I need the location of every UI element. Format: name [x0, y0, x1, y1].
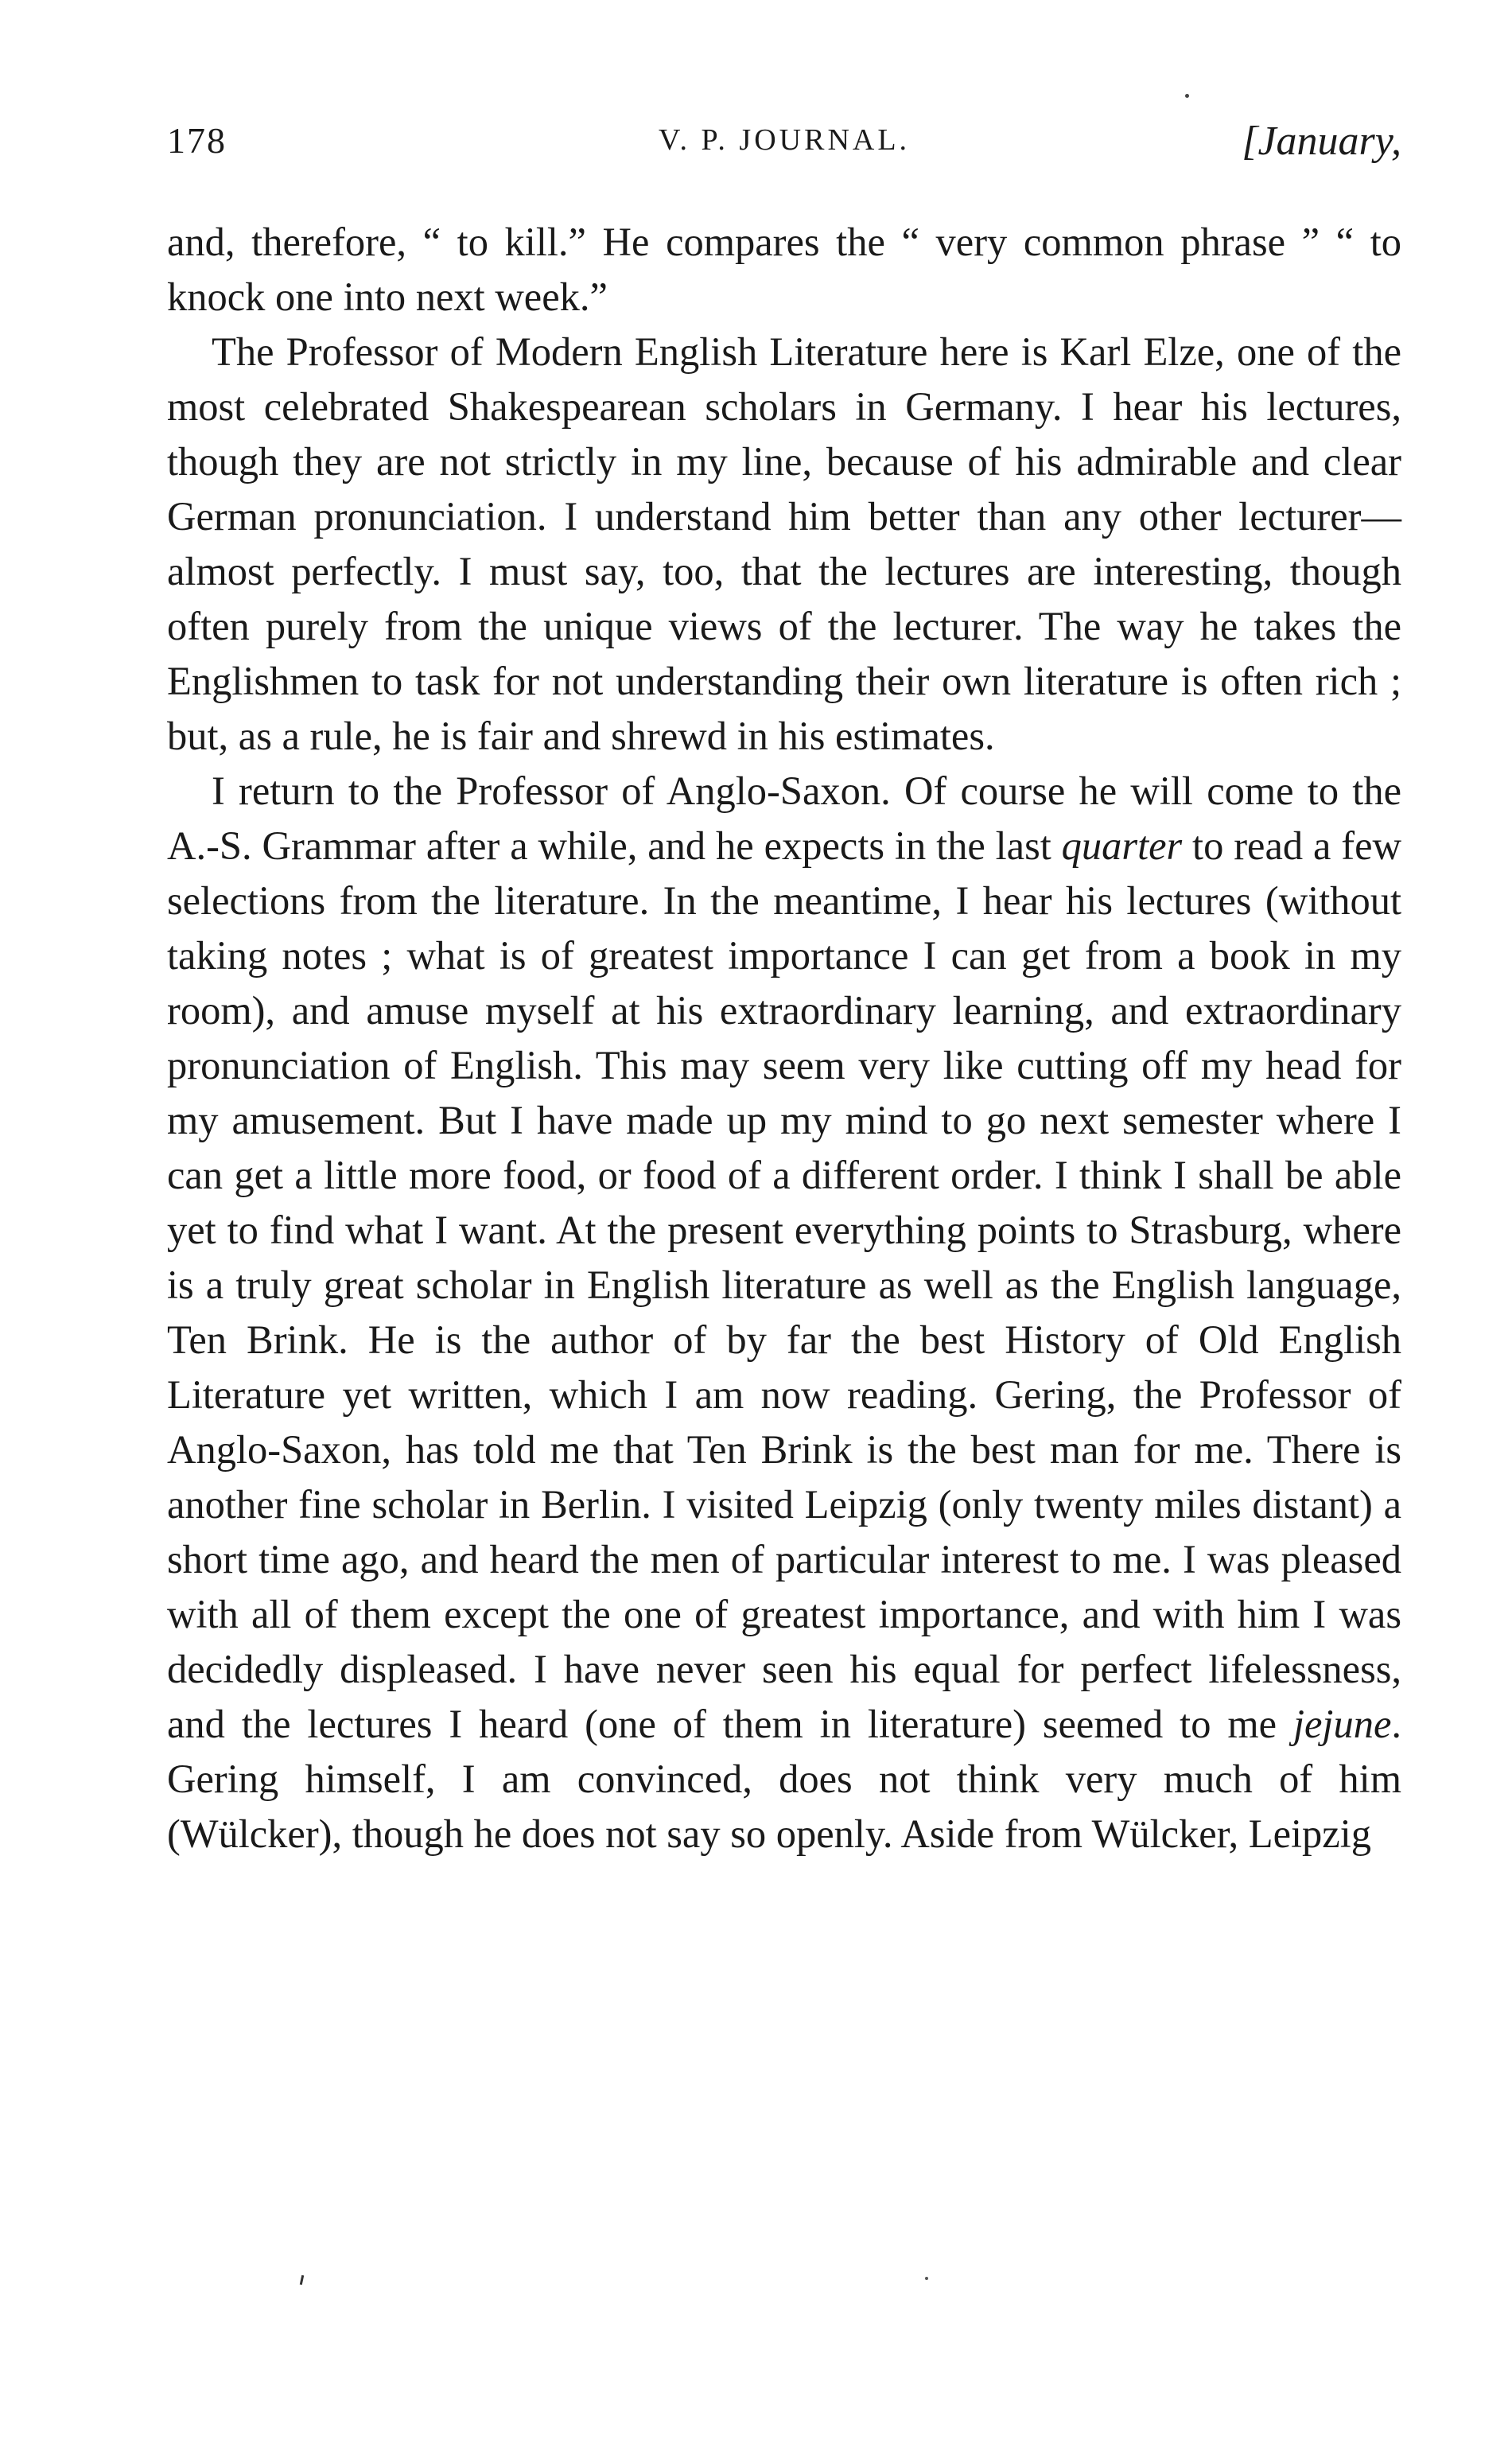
- text-run: and, therefore, “ to kill.” He compares the “ very common phrase ” “ to knock one into next week.”: [167, 220, 1401, 319]
- text-run: to read a few selections from the literature. In the meantime, I hear his lectures (without taking notes ; what is of greatest importance I can get from a book in my room), and amuse myself at his extraordinary learning, and extraordinary pronunciation of English. This may seem very like cutting off my head for my amusement. But I have made up my mind to go next semester where I can get a little more food, or food of a different order. I think I shall be able yet to find what I want. At the present everything points to Strasburg, where is a truly great scholar in English literature as well as the English language, Ten Brink. He is the author of by far the best History of Old English Literature yet written, which I am now reading. Gering, the Professor of Anglo-Saxon, has told me that Ten Brink is the best man for me. There is another fine scholar in Berlin. I visited Leipzig (only twenty miles distant) a short time ago, and heard the men of particular interest to me. I was pleased with all of them except the one of greatest importance, and with him I was decidedly displeased. I have never seen his equal for perfect lifelessness, and the lectures I heard (one of them in literature) seemed to me: [167, 823, 1401, 1746]
- text-run: I return to the Professor of Anglo-Saxon. Of course he will come to the A.-S. Grammar after a while, and he expects in the last: [167, 768, 1401, 868]
- paragraph: [167, 215, 1401, 325]
- ink-speck: [925, 2277, 928, 2280]
- page-number: 178: [167, 120, 227, 161]
- ink-speck: [300, 2275, 304, 2285]
- header-month: [January,: [1242, 119, 1401, 164]
- text-run: The Professor of Modern English Literature here is Karl Elze, one of the most celebrated Shakespearean scholars in Germany. I hear his lectures, though they are not strictly in my line, because of his admirable and clear German pronunciation. I understand him better than any other lecturer—almost perfectly. I must say, too, that the lectures are interesting, though often purely from the unique views of the lecturer. The way he takes the Englishmen to task for not understanding their own literature is often rich ; but, as a rule, he is fair and shrewd in his estimates.: [167, 329, 1401, 758]
- paragraph: [167, 325, 1401, 764]
- body-text: [167, 215, 1401, 1862]
- text-run: . Gering himself, I am convinced, does not think very much of him (Wülcker), though he does not say so openly. Aside from Wülcker, Leipzig: [167, 1702, 1401, 1856]
- page-header: [167, 119, 1401, 175]
- ink-speck: [1185, 94, 1189, 98]
- running-title: V. P. JOURNAL.: [658, 123, 911, 157]
- paragraph: [167, 764, 1401, 1862]
- italic-text: quarter: [1061, 823, 1183, 868]
- italic-text: jejune: [1292, 1702, 1392, 1746]
